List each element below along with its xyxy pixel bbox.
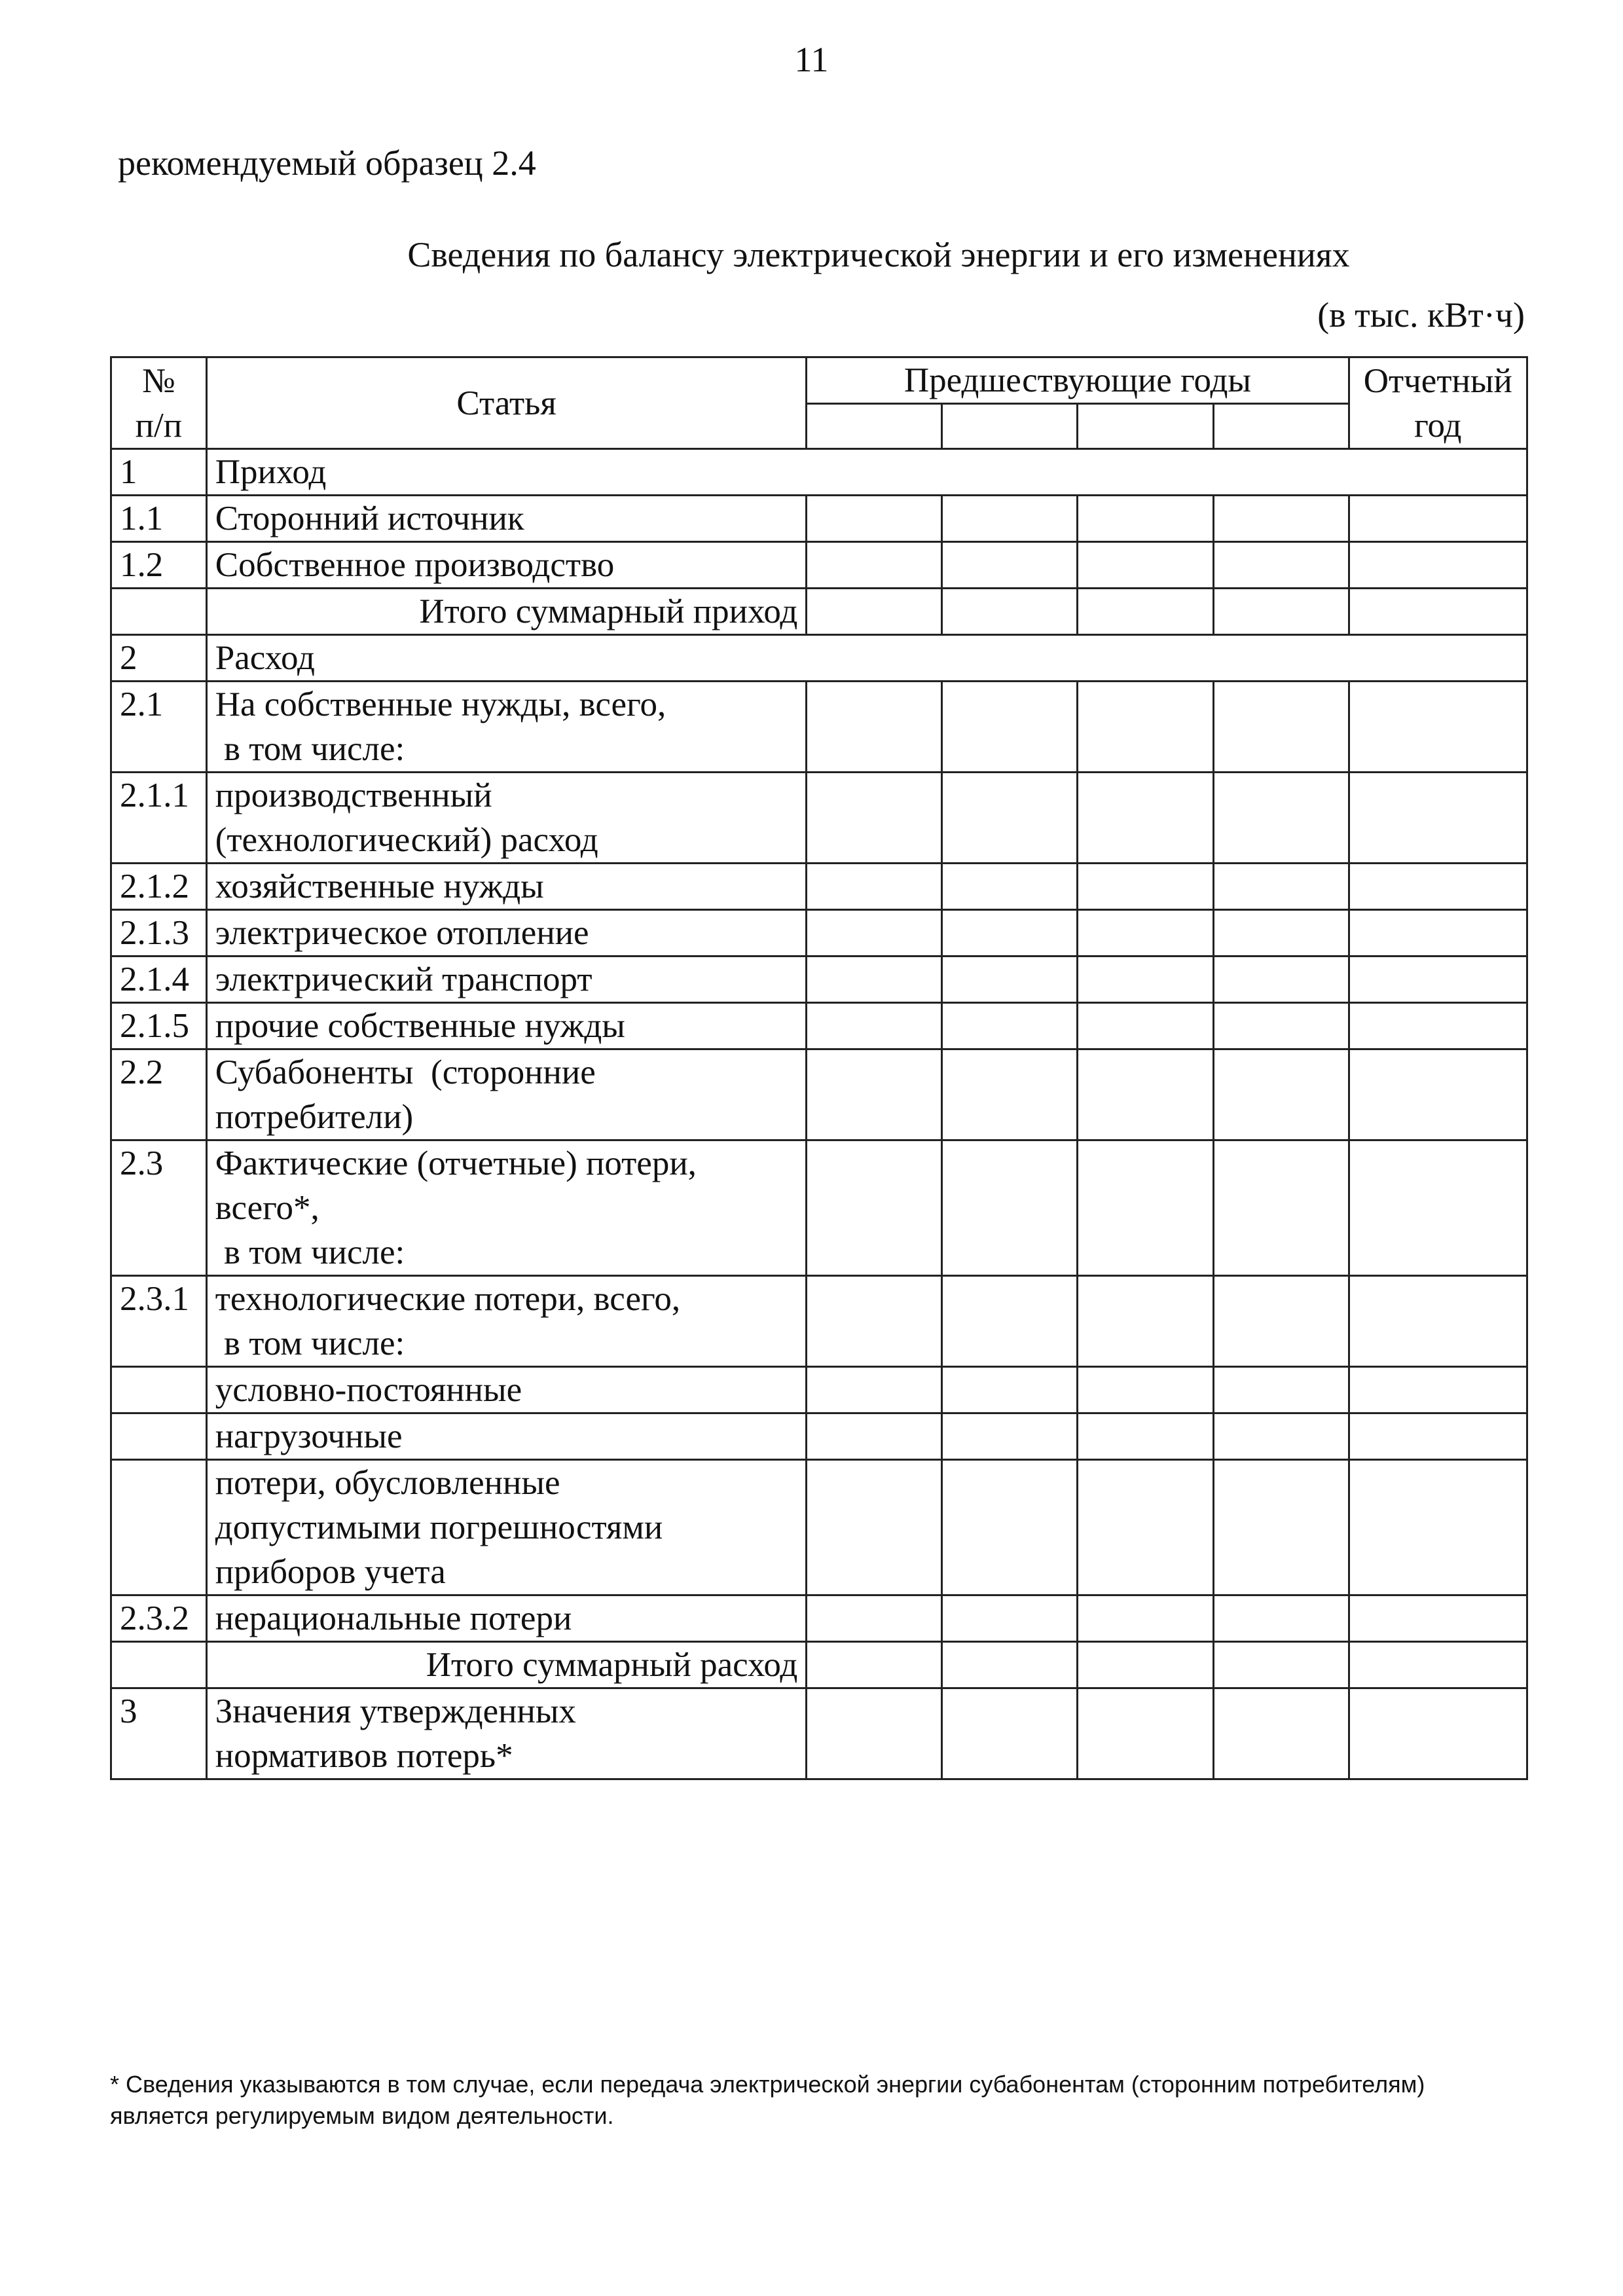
- previous-year-cell[interactable]: [1078, 542, 1213, 589]
- previous-year-cell[interactable]: [807, 1595, 942, 1642]
- previous-year-cell[interactable]: [1213, 910, 1349, 957]
- row-item: [206, 1460, 807, 1595]
- report-year-cell[interactable]: [1349, 1595, 1527, 1642]
- row-number: 3: [111, 1688, 207, 1779]
- table-row: [111, 542, 1527, 589]
- previous-year-cell[interactable]: [942, 1642, 1078, 1688]
- report-year-cell[interactable]: [1349, 1413, 1527, 1460]
- table-row: [111, 1642, 1527, 1688]
- row-number: 2: [111, 635, 207, 682]
- row-number: [111, 589, 207, 635]
- row-number: [111, 1413, 207, 1460]
- previous-year-cell[interactable]: [942, 589, 1078, 635]
- previous-year-cell[interactable]: [807, 1367, 942, 1413]
- row-number: [111, 1642, 207, 1688]
- previous-year-cell[interactable]: [942, 496, 1078, 542]
- previous-year-cell[interactable]: [942, 1688, 1078, 1779]
- previous-year-cell[interactable]: [1213, 496, 1349, 542]
- previous-year-cell[interactable]: [1213, 957, 1349, 1003]
- row-number: 2.1.2: [111, 864, 207, 910]
- report-year-cell[interactable]: [1349, 682, 1527, 773]
- previous-year-cell[interactable]: [1078, 496, 1213, 542]
- row-number: 2.1.1: [111, 773, 207, 864]
- previous-year-cell[interactable]: [807, 542, 942, 589]
- row-item-line: потребители): [215, 1098, 414, 1136]
- previous-year-cell[interactable]: [1078, 1688, 1213, 1779]
- table-row: [111, 1276, 1527, 1367]
- table-row: [111, 635, 1527, 682]
- row-number: 2.1.4: [111, 957, 207, 1003]
- row-number: 1: [111, 449, 207, 496]
- table-row: [111, 682, 1527, 773]
- report-year-cell[interactable]: [1349, 1003, 1527, 1049]
- row-item-line: Расход: [215, 639, 315, 677]
- table-row: [111, 1367, 1527, 1413]
- footnote-line: * Сведения указываются в том случае, если передача электрической энергии субабонентам (сторонним потребителям): [110, 2071, 1425, 2098]
- previous-year-cell[interactable]: [807, 682, 942, 773]
- previous-year-cell[interactable]: [1213, 682, 1349, 773]
- previous-year-cell[interactable]: [807, 1140, 942, 1276]
- row-number: 1.2: [111, 542, 207, 589]
- previous-year-cell[interactable]: [1213, 1367, 1349, 1413]
- report-year-cell[interactable]: [1349, 910, 1527, 957]
- row-item: [206, 864, 807, 910]
- row-item-line: потери, обусловленные: [215, 1464, 560, 1502]
- previous-year-cell[interactable]: [1078, 1595, 1213, 1642]
- previous-year-cell[interactable]: [942, 1595, 1078, 1642]
- row-item-line: нагрузочные: [215, 1417, 403, 1455]
- table-header-row: [111, 357, 1527, 404]
- row-item: [206, 1642, 807, 1688]
- previous-year-cell[interactable]: [807, 1413, 942, 1460]
- table-row: [111, 496, 1527, 542]
- row-item-line: прочие собственные нужды: [215, 1007, 625, 1045]
- previous-year-cell[interactable]: [1078, 1049, 1213, 1140]
- table-row: [111, 1140, 1527, 1276]
- row-item-line: нормативов потерь*: [215, 1737, 513, 1775]
- row-item-line: в том числе:: [215, 730, 405, 768]
- previous-year-cell[interactable]: [807, 773, 942, 864]
- previous-year-cell[interactable]: [942, 773, 1078, 864]
- previous-year-cell[interactable]: [807, 1003, 942, 1049]
- sample-label: рекомендуемый образец 2.4: [118, 143, 536, 183]
- previous-year-cell[interactable]: [1213, 1595, 1349, 1642]
- row-item-line: Итого суммарный расход: [426, 1646, 798, 1684]
- row-item-line: (технологический) расход: [215, 821, 598, 859]
- row-number: [111, 1460, 207, 1595]
- previous-year-cell[interactable]: [942, 1413, 1078, 1460]
- previous-year-cell[interactable]: [1078, 1140, 1213, 1276]
- previous-year-cell[interactable]: [1078, 1276, 1213, 1367]
- footnote: [110, 2069, 1518, 2132]
- previous-year-cell[interactable]: [942, 682, 1078, 773]
- row-item: [206, 957, 807, 1003]
- row-item: [206, 496, 807, 542]
- header-report-year: Отчетный год: [1349, 357, 1527, 449]
- row-item-line: нерациональные потери: [215, 1599, 572, 1637]
- header-item: Статья: [206, 357, 807, 449]
- previous-year-cell[interactable]: [1213, 1688, 1349, 1779]
- previous-year-cell[interactable]: [1078, 910, 1213, 957]
- row-item: [206, 682, 807, 773]
- row-item-line: На собственные нужды, всего,: [215, 685, 666, 723]
- previous-year-cell[interactable]: [1078, 1003, 1213, 1049]
- row-item-line: Итого суммарный приход: [419, 592, 798, 630]
- previous-year-cell[interactable]: [1213, 864, 1349, 910]
- previous-year-cell[interactable]: [807, 1460, 942, 1595]
- table-row: [111, 1049, 1527, 1140]
- previous-year-cell[interactable]: [1213, 1413, 1349, 1460]
- row-item-line: в том числе:: [215, 1233, 405, 1271]
- previous-year-cell[interactable]: [1078, 1460, 1213, 1595]
- row-item: [206, 449, 1527, 496]
- header-year-cell: [1078, 404, 1213, 449]
- row-number: 2.3.1: [111, 1276, 207, 1367]
- row-item-line: хозяйственные нужды: [215, 867, 544, 905]
- row-item-line: Фактические (отчетные) потери,: [215, 1144, 697, 1182]
- previous-year-cell[interactable]: [942, 1276, 1078, 1367]
- table-row: [111, 1595, 1527, 1642]
- row-item: [206, 1688, 807, 1779]
- row-item: [206, 1003, 807, 1049]
- previous-year-cell[interactable]: [1213, 1460, 1349, 1595]
- row-item-line: Сторонний источник: [215, 500, 524, 538]
- previous-year-cell[interactable]: [1078, 1367, 1213, 1413]
- previous-year-cell[interactable]: [1078, 773, 1213, 864]
- balance-table: [110, 356, 1528, 1780]
- page-number: 11: [794, 40, 829, 79]
- report-year-cell[interactable]: [1349, 773, 1527, 864]
- previous-year-cell[interactable]: [1213, 1003, 1349, 1049]
- previous-year-cell[interactable]: [1078, 1642, 1213, 1688]
- table-row: [111, 864, 1527, 910]
- row-item: [206, 773, 807, 864]
- previous-year-cell[interactable]: [942, 957, 1078, 1003]
- row-item-line: Субабоненты (сторонние: [215, 1053, 596, 1091]
- report-year-cell[interactable]: [1349, 1276, 1527, 1367]
- previous-year-cell[interactable]: [942, 910, 1078, 957]
- table-row: [111, 910, 1527, 957]
- row-item-line: электрическое отопление: [215, 914, 589, 952]
- row-item: [206, 1595, 807, 1642]
- previous-year-cell[interactable]: [807, 496, 942, 542]
- previous-year-cell[interactable]: [1213, 542, 1349, 589]
- row-item-line: в том числе:: [215, 1324, 405, 1362]
- footnote-line: является регулируемым видом деятельности.: [110, 2102, 614, 2129]
- row-number: 2.1.5: [111, 1003, 207, 1049]
- previous-year-cell[interactable]: [1213, 1642, 1349, 1688]
- units-label: (в тыс. кВт·ч): [1317, 295, 1525, 335]
- header-num: № п/п: [111, 357, 207, 449]
- previous-year-cell[interactable]: [1213, 589, 1349, 635]
- previous-year-cell[interactable]: [1078, 957, 1213, 1003]
- row-number: [111, 1367, 207, 1413]
- header-year-cell: [942, 404, 1078, 449]
- table-row: [111, 1413, 1527, 1460]
- previous-year-cell[interactable]: [942, 864, 1078, 910]
- report-year-cell[interactable]: [1349, 496, 1527, 542]
- header-year-cell: [1213, 404, 1349, 449]
- row-number: 2.3: [111, 1140, 207, 1276]
- previous-year-cell[interactable]: [942, 542, 1078, 589]
- report-year-cell[interactable]: [1349, 1642, 1527, 1688]
- row-number: 2.2: [111, 1049, 207, 1140]
- row-item: [206, 1140, 807, 1276]
- previous-year-cell[interactable]: [942, 1460, 1078, 1595]
- previous-year-cell[interactable]: [1213, 1049, 1349, 1140]
- row-item-line: Значения утвержденных: [215, 1692, 576, 1730]
- report-year-cell[interactable]: [1349, 864, 1527, 910]
- report-year-cell[interactable]: [1349, 1460, 1527, 1595]
- report-year-cell[interactable]: [1349, 1367, 1527, 1413]
- previous-year-cell[interactable]: [807, 864, 942, 910]
- previous-year-cell[interactable]: [1078, 589, 1213, 635]
- previous-year-cell[interactable]: [807, 957, 942, 1003]
- row-number: 1.1: [111, 496, 207, 542]
- report-year-cell[interactable]: [1349, 1049, 1527, 1140]
- report-year-cell[interactable]: [1349, 542, 1527, 589]
- report-year-cell[interactable]: [1349, 957, 1527, 1003]
- row-item-line: допустимыми погрешностями: [215, 1508, 663, 1546]
- row-item: [206, 589, 807, 635]
- previous-year-cell[interactable]: [1078, 864, 1213, 910]
- previous-year-cell[interactable]: [1213, 1140, 1349, 1276]
- previous-year-cell[interactable]: [1078, 682, 1213, 773]
- previous-year-cell[interactable]: [1078, 1413, 1213, 1460]
- row-item-line: всего*,: [215, 1189, 319, 1227]
- document-title: Сведения по балансу электрической энергии и его изменениях: [407, 235, 1350, 274]
- table-row: [111, 1688, 1527, 1779]
- row-item: [206, 1049, 807, 1140]
- row-item-line: технологические потери, всего,: [215, 1280, 681, 1318]
- previous-year-cell[interactable]: [942, 1049, 1078, 1140]
- previous-year-cell[interactable]: [807, 1688, 942, 1779]
- row-item-line: производственный: [215, 776, 492, 814]
- row-item: [206, 910, 807, 957]
- table-row: [111, 449, 1527, 496]
- row-item: [206, 542, 807, 589]
- row-item: [206, 1413, 807, 1460]
- row-item-line: электрический транспорт: [215, 960, 593, 998]
- previous-year-cell[interactable]: [942, 1367, 1078, 1413]
- row-number: 2.1: [111, 682, 207, 773]
- previous-year-cell[interactable]: [807, 1276, 942, 1367]
- previous-year-cell[interactable]: [942, 1140, 1078, 1276]
- previous-year-cell[interactable]: [1213, 773, 1349, 864]
- previous-year-cell[interactable]: [807, 1642, 942, 1688]
- row-number: 2.3.2: [111, 1595, 207, 1642]
- previous-year-cell[interactable]: [942, 1003, 1078, 1049]
- table-row: [111, 957, 1527, 1003]
- report-year-cell[interactable]: [1349, 1140, 1527, 1276]
- row-item: [206, 635, 1527, 682]
- row-number: 2.1.3: [111, 910, 207, 957]
- header-year-cell: [807, 404, 942, 449]
- row-item-line: приборов учета: [215, 1553, 446, 1591]
- previous-year-cell[interactable]: [807, 910, 942, 957]
- row-item-line: Собственное производство: [215, 546, 615, 584]
- table-row: [111, 589, 1527, 635]
- row-item: [206, 1276, 807, 1367]
- report-year-cell[interactable]: [1349, 589, 1527, 635]
- table-row: [111, 773, 1527, 864]
- previous-year-cell[interactable]: [1213, 1276, 1349, 1367]
- header-previous-years: Предшествующие годы: [807, 357, 1349, 404]
- table-row: [111, 1460, 1527, 1595]
- previous-year-cell[interactable]: [807, 1049, 942, 1140]
- table-row: [111, 1003, 1527, 1049]
- row-item-line: условно-постоянные: [215, 1371, 522, 1409]
- previous-year-cell[interactable]: [807, 589, 942, 635]
- report-year-cell[interactable]: [1349, 1688, 1527, 1779]
- row-item: [206, 1367, 807, 1413]
- row-item-line: Приход: [215, 453, 327, 491]
